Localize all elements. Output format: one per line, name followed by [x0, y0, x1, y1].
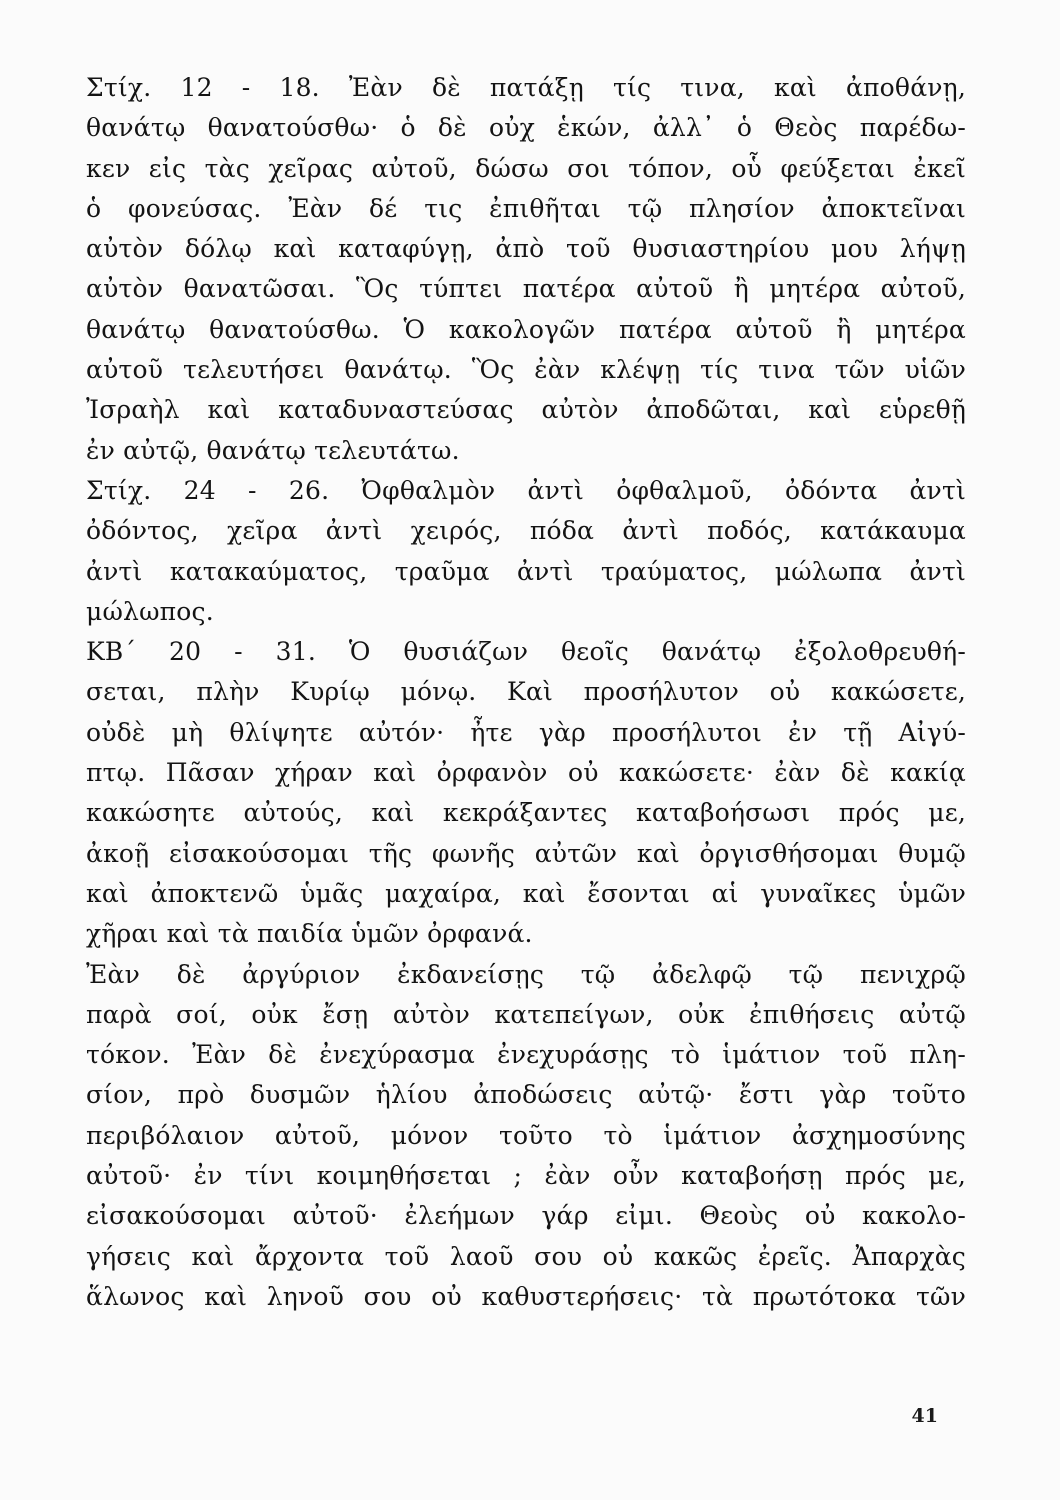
- text-line-18: πτῳ. Πᾶσαν χήραν καὶ ὀρφανὸν οὐ κακώσετε· ἐὰν δὲ κακίᾳ: [86, 758, 966, 788]
- text-line-3: κεν εἰς τὰς χεῖρας αὐτοῦ, δώσω σοι τόπον, οὗ φεύξεται ἐκεῖ: [86, 153, 966, 183]
- text-line-21: καὶ ἀποκτενῶ ὑμᾶς μαχαίρα, καὶ ἔσονται αἱ γυναῖκες ὑμῶν: [86, 878, 966, 908]
- text-line-16: σεται, πλὴν Κυρίῳ μόνῳ. Καὶ προσήλυτον οὐ κακώσετε,: [86, 677, 966, 707]
- page-text-block: [86, 68, 966, 1317]
- text-line-20: ἀκοῇ εἰσακούσομαι τῆς φωνῆς αὐτῶν καὶ ὀργισθήσομαι θυμῷ: [86, 838, 966, 868]
- text-line-29: εἰσακούσομαι αὐτοῦ· ἐλεήμων γάρ εἰμι. Θεοὺς οὐ κακολο-: [86, 1201, 966, 1231]
- text-line-22: χῆραι καὶ τὰ παιδία ὑμῶν ὀρφανά.: [86, 919, 533, 949]
- text-line-13: ἀντὶ κατακαύματος, τραῦμα ἀντὶ τραύματος, μώλωπα ἀντὶ: [86, 556, 966, 586]
- text-line-27: περιβόλαιον αὐτοῦ, μόνον τοῦτο τὸ ἱμάτιον ἀσχημοσύνης: [86, 1120, 966, 1150]
- text-line-2: θανάτῳ θανατούσθω· ὁ δὲ οὐχ ἑκών, ἀλλ᾽ ὁ Θεὸς παρέδω-: [86, 113, 966, 143]
- text-line-24: παρὰ σοί, οὐκ ἔσῃ αὐτὸν κατεπείγων, οὐκ ἐπιθήσεις αὐτῷ: [86, 999, 966, 1029]
- text-line-10: ἐν αὐτῷ, θανάτῳ τελευτάτω.: [86, 435, 460, 465]
- text-line-9: Ἰσραὴλ καὶ καταδυναστεύσας αὐτὸν ἀποδῶται, καὶ εὑρεθῇ: [86, 395, 966, 425]
- text-line-5: αὐτὸν δόλῳ καὶ καταφύγῃ, ἀπὸ τοῦ θυσιαστηρίου μου λήψῃ: [86, 234, 966, 264]
- text-line-8: αὐτοῦ τελευτήσει θανάτῳ. Ὃς ἐὰν κλέψῃ τίς τινα τῶν υἱῶν: [86, 355, 966, 385]
- text-line-15: ΚΒ´ 20 - 31. Ὁ θυσιάζων θεοῖς θανάτῳ ἐξολοθρευθή-: [86, 637, 966, 667]
- text-line-6: αὐτὸν θανατῶσαι. Ὃς τύπτει πατέρα αὐτοῦ ἢ μητέρα αὐτοῦ,: [86, 274, 966, 304]
- text-line-4: ὁ φονεύσας. Ἐὰν δέ τις ἐπιθῆται τῷ πλησίον ἀποκτεῖναι: [86, 193, 966, 223]
- text-line-12: ὀδόντος, χεῖρα ἀντὶ χειρός, πόδα ἀντὶ ποδός, κατάκαυμα: [86, 516, 966, 546]
- text-line-11: Στίχ. 24 - 26. Ὀφθαλμὸν ἀντὶ ὀφθαλμοῦ, ὀδόντα ἀντὶ: [86, 475, 966, 505]
- text-line-30: γήσεις καὶ ἄρχοντα τοῦ λαοῦ σου οὐ κακῶς ἐρεῖς. Ἀπαρχὰς: [86, 1241, 966, 1271]
- text-line-31: ἅλωνος καὶ ληνοῦ σου οὐ καθυστερήσεις· τὰ πρωτότοκα τῶν: [86, 1281, 966, 1311]
- text-line-23: Ἐὰν δὲ ἀργύριον ἐκδανείσῃς τῷ ἀδελφῷ τῷ πενιχρῷ: [86, 959, 966, 989]
- text-line-1: Στίχ. 12 - 18. Ἐὰν δὲ πατάξῃ τίς τινα, καὶ ἀποθάνῃ,: [86, 73, 966, 102]
- text-line-19: κακώσητε αὐτούς, καὶ κεκράξαντες καταβοήσωσι πρός με,: [86, 798, 966, 828]
- page-number: 41: [911, 1405, 938, 1427]
- text-line-14: μώλωπος.: [86, 596, 214, 626]
- text-line-28: αὐτοῦ· ἐν τίνι κοιμηθήσεται ; ἐὰν οὖν καταβοήσῃ πρός με,: [86, 1161, 966, 1191]
- text-line-26: σίον, πρὸ δυσμῶν ἡλίου ἀποδώσεις αὐτῷ· ἔστι γὰρ τοῦτο: [86, 1080, 966, 1110]
- text-line-17: οὐδὲ μὴ θλίψητε αὐτόν· ἦτε γὰρ προσήλυτοι ἐν τῇ Αἰγύ-: [86, 717, 966, 747]
- text-line-25: τόκον. Ἐὰν δὲ ἐνεχύρασμα ἐνεχυράσῃς τὸ ἱμάτιον τοῦ πλη-: [86, 1040, 966, 1070]
- text-line-7: θανάτῳ θανατούσθω. Ὁ κακολογῶν πατέρα αὐτοῦ ἢ μητέρα: [86, 314, 966, 344]
